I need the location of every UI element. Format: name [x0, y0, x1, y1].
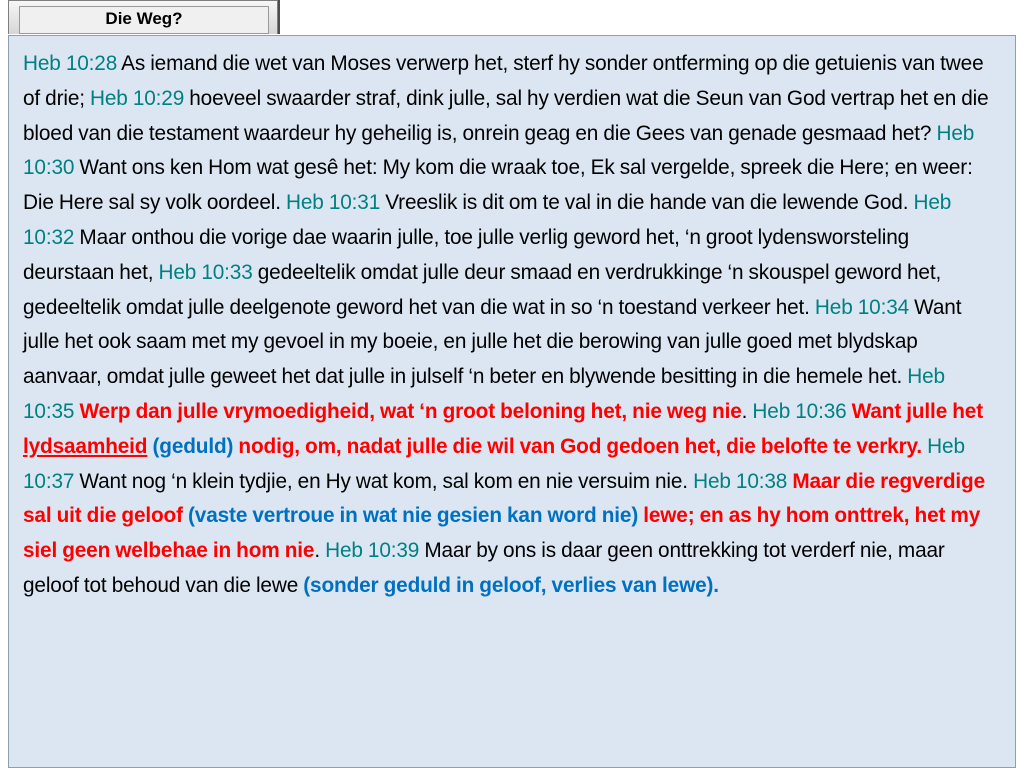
verse-reference: Heb 10:30 — [23, 121, 975, 180]
verse-text: gedeeltelik omdat julle deur smaad en verdrukkinge ‘n skouspel geword het, gedeeltelik omdat julle deelgenote geword het van die wat in so ‘n toestand verkeer het. — [23, 260, 942, 319]
title-tab — [8, 0, 278, 34]
verse-reference: Heb 10:38 — [693, 469, 788, 493]
verse-reference: Heb 10:35 — [23, 365, 945, 423]
emphasis-red: Want julle het — [851, 399, 983, 423]
emphasis-blue: (geduld) — [152, 434, 234, 458]
verse-reference: Heb 10:37 — [23, 434, 965, 493]
verse-text: Maar onthou die vorige dae waarin julle, toe julle verlig geword het, ‘n groot lydensworsteling deurstaan het, — [23, 225, 910, 284]
verse-text: Want ons ken Hom wat gesê het: My kom die wraak toe, Ek sal vergelde, spreek die Here; en weer: Die Here sal sy volk oordeel. — [23, 156, 973, 215]
scripture-panel — [8, 35, 1016, 768]
emphasis-red: lewe; en as hy hom onttrek, het my siel geen welbehae in hom nie — [23, 504, 981, 563]
scripture-passage — [23, 47, 1001, 604]
verse-text: . — [314, 539, 326, 563]
verse-reference: Heb 10:34 — [814, 295, 910, 319]
verse-text: Maar by ons is daar geen onttrekking tot verderf nie, maar geloof tot behoud van die lewe — [23, 539, 945, 597]
emphasis-blue: (sonder geduld in geloof, verlies van lewe). — [303, 573, 719, 597]
verse-text: Want nog ‘n klein tydjie, en Hy wat kom, sal kom en nie versuim nie. — [74, 469, 694, 493]
emphasis-blue: (vaste vertroue in wat nie gesien kan word nie) — [188, 504, 639, 528]
verse-text: . — [741, 399, 753, 423]
page-title: Die Weg? — [105, 9, 183, 28]
verse-reference: Heb 10:39 — [325, 539, 420, 563]
verse-text: As iemand die wet van Moses verwerp het, sterf hy sonder ontferming op die getuienis van twee of drie; — [23, 52, 984, 110]
emphasis-red-underlined: lydsaamheid — [23, 434, 148, 458]
verse-reference: Heb 10:31 — [285, 191, 381, 215]
verse-reference: Heb 10:29 — [90, 86, 185, 110]
verse-reference: Heb 10:32 — [23, 191, 952, 249]
verse-text: Vreeslik is dit om te val in die hande van die lewende God. — [380, 191, 914, 215]
emphasis-red: Maar die regverdige sal uit die geloof — [23, 469, 985, 528]
title-frame — [19, 6, 269, 34]
verse-reference: Heb 10:33 — [158, 260, 253, 284]
emphasis-red: Werp dan julle vrymoedigheid, wat ‘n groot beloning het, nie weg nie — [79, 399, 742, 423]
verse-reference: Heb 10:36 — [752, 399, 847, 423]
verse-text: hoeveel swaarder straf, dink julle, sal hy verdien wat die Seun van God vertrap het en die bloed van die testament waardeur hy geheilig is, onrein geag en die Gees van genade gesmaad het? — [23, 86, 989, 145]
verse-text: Want julle het ook saam met my gevoel in my boeie, en julle het die berowing van julle goed met blydskap aanvaar, omdat julle geweet het dat julle in julself ‘n beter en blywende besitting in die hemele het. — [23, 295, 962, 389]
emphasis-red: nodig, om, nadat julle die wil van God gedoen het, die belofte te verkry. — [233, 434, 923, 458]
verse-reference: Heb 10:28 — [23, 52, 118, 75]
